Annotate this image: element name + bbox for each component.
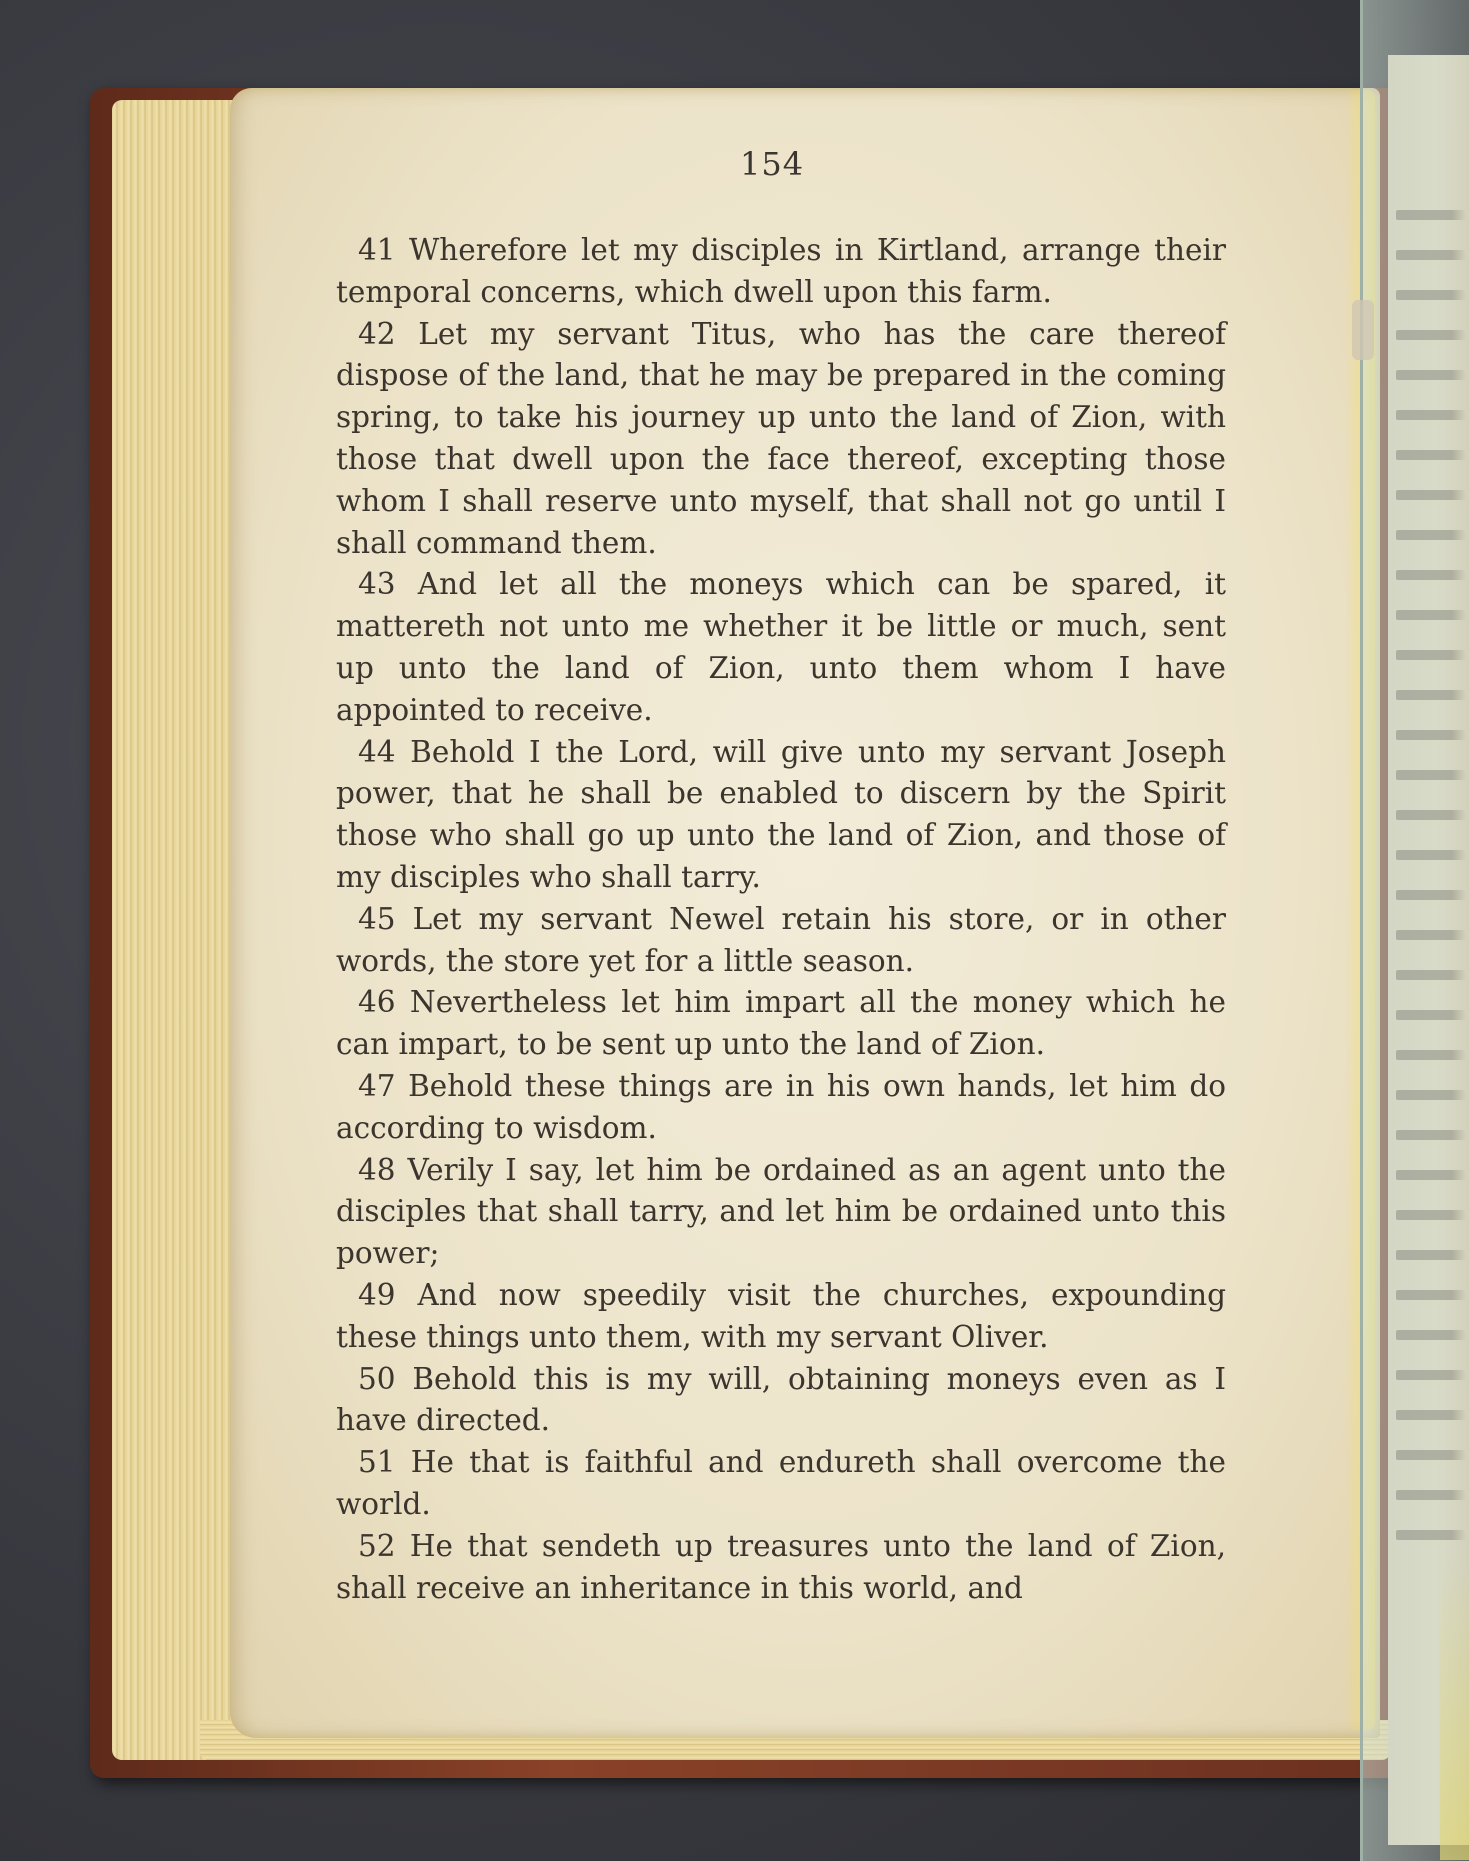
verse-46: 46 Nevertheless let him impart all the money which he can impart, to be sent up unto the land of Zion.	[336, 985, 1226, 1062]
verse-44: 44 Behold I the Lord, will give unto my servant Joseph power, that he shall be enabled to discern by the Spirit those who shall go up unto the land of Zion, and those of my disciples who shall tarry.	[336, 734, 1226, 894]
page-number: 154	[740, 145, 805, 183]
verse-43: 43 And let all the moneys which can be spared, it mattereth not unto me whether it be little or much, sent up unto the land of Zion, unto them whom I have appointed to receive.	[336, 567, 1226, 727]
verse-list	[336, 230, 1226, 1609]
verse-42: 42 Let my servant Titus, who has the care thereof dispose of the land, that he may be prepared in the coming spring, to take his journey up unto the land of Zion, with those that dwell upon the face thereof, excepting those whom I shall reserve unto myself, that shall not go until I shall command them.	[336, 316, 1226, 560]
verse-51: 51 He that is faithful and endureth shall overcome the world.	[336, 1445, 1226, 1521]
verse-41: 41 Wherefore let my disciples in Kirtland, arrange their temporal concerns, which dwell upon this farm.	[336, 233, 1226, 309]
glass-clip	[1352, 300, 1374, 360]
verse-52: 52 He that sendeth up treasures unto the land of Zion, shall receive an inheritance in this world, and	[336, 1528, 1226, 1605]
verse-48: 48 Verily I say, let him be ordained as an agent unto the disciples that shall tarry, and let him be ordained unto this power;	[336, 1152, 1226, 1271]
verse-47: 47 Behold these things are in his own hands, let him do according to wisdom.	[336, 1068, 1226, 1145]
glass-plate	[1360, 0, 1469, 1861]
verse-45: 45 Let my servant Newel retain his store, or in other words, the store yet for a little season.	[336, 901, 1226, 978]
verse-49: 49 And now speedily visit the churches, expounding these things unto them, with my servant Oliver.	[336, 1277, 1226, 1354]
verse-50: 50 Behold this is my will, obtaining moneys even as I have directed.	[336, 1361, 1226, 1438]
